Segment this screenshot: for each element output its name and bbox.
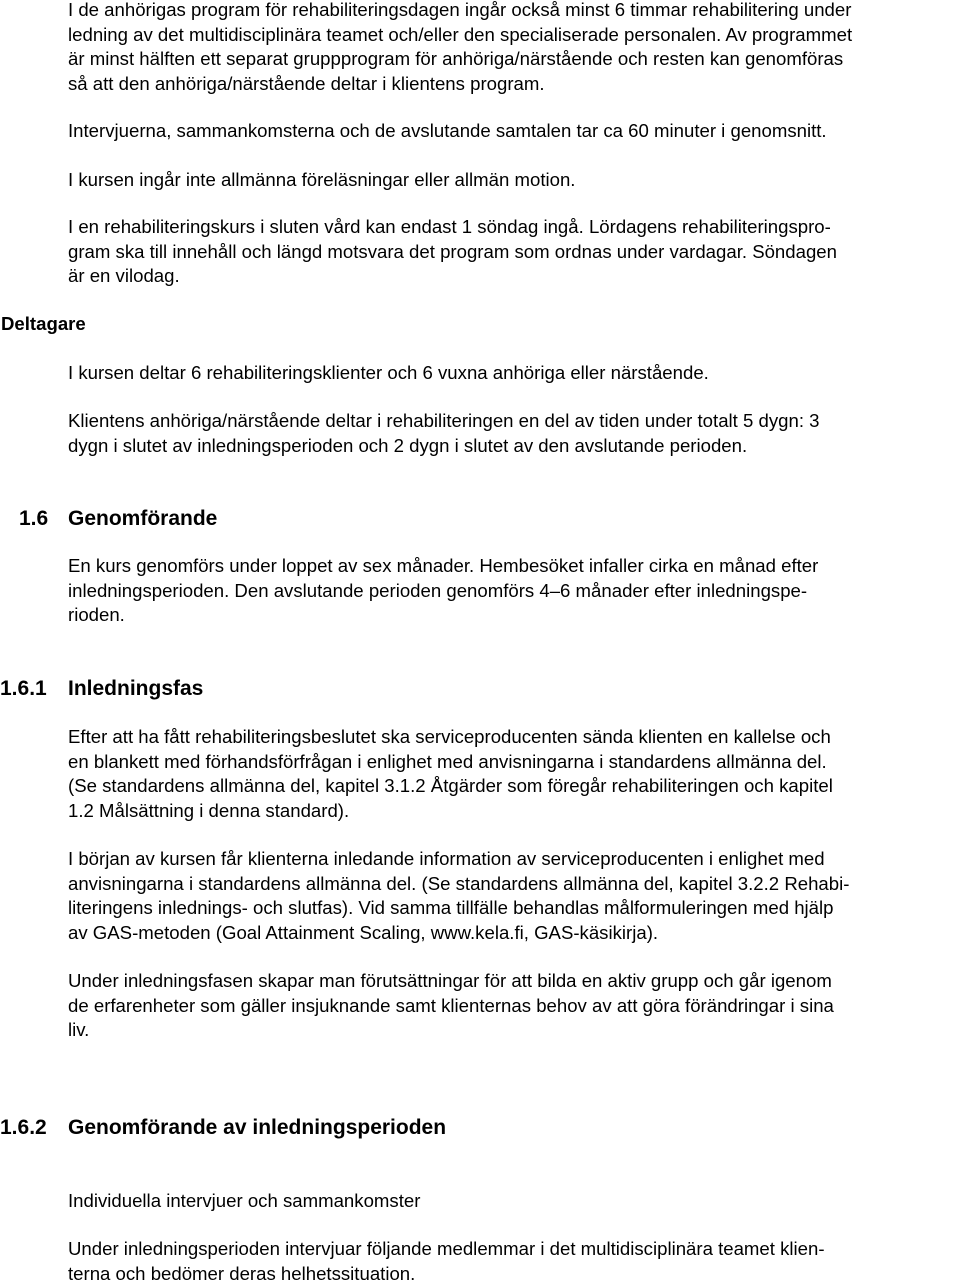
heading-inledningsfas [0, 676, 203, 702]
heading-title: Inledningsfas [68, 676, 203, 702]
text-line: Individuella intervjuer och sammankomster [68, 1189, 958, 1214]
text-line: Under inledningsfasen skapar man förutsättningar för att bilda en aktiv grupp och går igenom [68, 969, 958, 994]
heading-genomforande [0, 506, 217, 532]
text-line: de erfarenheter som gäller insjuknande samt klienternas behov av att göra förändringar i sina [68, 994, 958, 1019]
text-line: literingens inlednings- och slutfas). Vid samma tillfälle behandlas målformuleringen med hjälp [68, 896, 958, 921]
text-line: är minst hälften ett separat gruppprogram för anhöriga/närstående och resten kan genomföras [68, 47, 958, 72]
text-line: så att den anhöriga/närstående deltar i klientens program. [68, 72, 958, 97]
text-line: 1.2 Målsättning i denna standard). [68, 799, 958, 824]
section-label-deltagare: Deltagare [1, 312, 86, 336]
text-line: gram ska till innehåll och längd motsvara det program som ordnas under vardagar. Söndagen [68, 240, 958, 265]
paragraph-inledningsfasen [68, 969, 958, 1043]
paragraph-sondag [68, 215, 958, 289]
text-line: I början av kursen får klienterna inledande information av serviceproducenten i enlighet med [68, 847, 958, 872]
paragraph-intervjuer-sammankomster [68, 1189, 958, 1214]
text-line: dygn i slutet av inledningsperioden och 2 dygn i slutet av den avslutande perioden. [68, 434, 958, 459]
paragraph-anhoriga-dygn [68, 409, 958, 458]
paragraph-rehabiliteringsbeslut [68, 725, 958, 823]
paragraph-deltagare-antal [68, 361, 958, 386]
paragraph-inga-forelasningar [68, 168, 958, 193]
heading-number: 1.6.1 [0, 676, 68, 702]
text-line: en blankett med förhandsförfrågan i enlighet med anvisningarna i standardens allmänna del. [68, 750, 958, 775]
text-line: ledning av det multidisciplinära teamet och/eller den specialiserade personalen. Av programmet [68, 23, 958, 48]
heading-title: Genomförande [68, 506, 217, 532]
text-line: (Se standardens allmänna del, kapitel 3.1.2 Åtgärder som föregår rehabiliteringen och kapitel [68, 774, 958, 799]
paragraph-anhorigas-program [68, 0, 958, 96]
text-line: En kurs genomförs under loppet av sex månader. Hembesöket infaller cirka en månad efter [68, 554, 958, 579]
text-line: I kursen ingår inte allmänna föreläsningar eller allmän motion. [68, 168, 958, 193]
text-line: inledningsperioden. Den avslutande perioden genomförs 4–6 månader efter inledningspe- [68, 579, 958, 604]
text-line: liv. [68, 1018, 958, 1043]
heading-number: 1.6 [0, 506, 68, 532]
text-line: Intervjuerna, sammankomsterna och de avslutande samtalen tar ca 60 minuter i genomsnitt. [68, 119, 958, 144]
text-line: anvisningarna i standardens allmänna del. (Se standardens allmänna del, kapitel 3.2.2 Rehabi- [68, 872, 958, 897]
text-line: Under inledningsperioden intervjuar följande medlemmar i det multidisciplinära teamet klien- [68, 1237, 958, 1262]
text-line: Klientens anhöriga/närstående deltar i rehabiliteringen en del av tiden under totalt 5 dygn: 3 [68, 409, 958, 434]
heading-genomforande-inledningsperioden [0, 1115, 446, 1141]
heading-title: Genomförande av inledningsperioden [68, 1115, 446, 1141]
text-line: I de anhörigas program för rehabiliteringsdagen ingår också minst 6 timmar rehabilitering under [68, 0, 958, 23]
text-line: är en vilodag. [68, 264, 958, 289]
heading-number: 1.6.2 [0, 1115, 68, 1141]
text-line: terna och bedömer deras helhetssituation. [68, 1262, 958, 1286]
text-line: av GAS-metoden (Goal Attainment Scaling, www.kela.fi, GAS-käsikirja). [68, 921, 958, 946]
text-line: I kursen deltar 6 rehabiliteringsklienter och 6 vuxna anhöriga eller närstående. [68, 361, 958, 386]
paragraph-kurs-sex-manader [68, 554, 958, 628]
text-line: I en rehabiliteringskurs i sluten vård kan endast 1 söndag ingå. Lördagens rehabiliteringspro- [68, 215, 958, 240]
paragraph-inledande-information [68, 847, 958, 945]
text-line: Efter att ha fått rehabiliteringsbeslutet ska serviceproducenten sända klienten en kallelse och [68, 725, 958, 750]
text-line: rioden. [68, 603, 958, 628]
paragraph-intervju-medlemmar [68, 1237, 958, 1286]
paragraph-intervju-tid [68, 119, 958, 144]
